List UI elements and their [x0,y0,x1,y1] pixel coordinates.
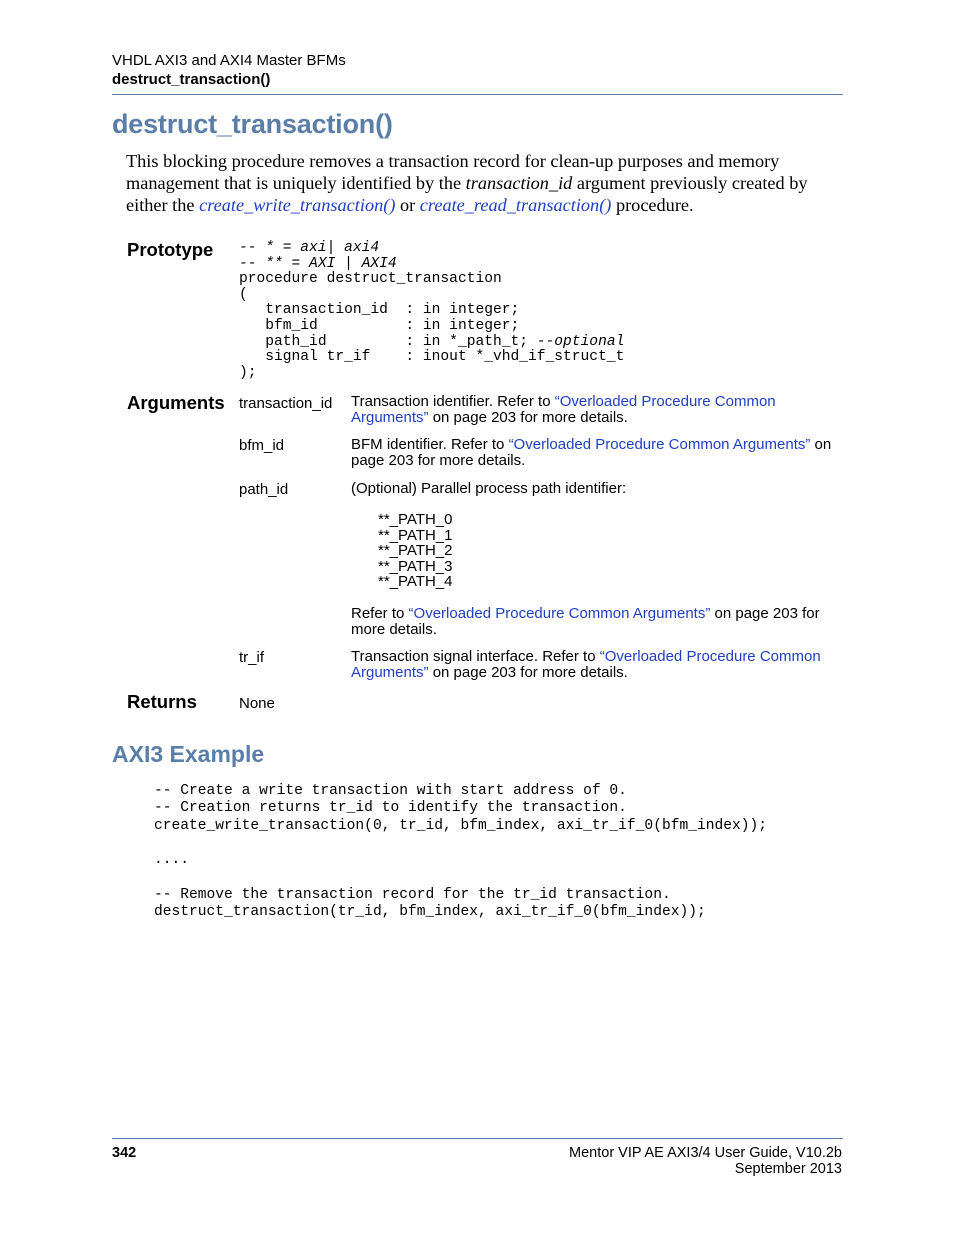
footer-date: September 2013 [734,1161,842,1177]
arg-name-tr-if: tr_if [239,649,265,666]
arg-name-path-id: path_id [239,481,289,498]
intro-paragraph: This blocking procedure removes a transaction record for clean-up purposes and memory management that is uniquely identified by the transaction_id argument previously created by either the create_write_transaction() or create_read_transaction() procedure. [126,151,808,215]
returns-label: Returns [127,691,197,712]
running-header-section: VHDL AXI3 and AXI4 Master BFMs [112,52,346,69]
list-item: **_PATH_3 [378,557,453,575]
list-item: **_PATH_1 [378,526,453,544]
arg-ref-path-id: Refer to “Overloaded Procedure Common Arguments” on page 203 for more details. [351,605,820,638]
overloaded-args-link[interactable]: “Overloaded Procedure Common Arguments” [351,393,776,426]
page-title: destruct_transaction() [112,109,393,139]
create-write-transaction-link[interactable]: create_write_transaction() [199,195,396,215]
footer-guide-title: Mentor VIP AE AXI3/4 User Guide, V10.2b [569,1145,842,1161]
returns-value: None [239,695,275,712]
overloaded-args-link[interactable]: “Overloaded Procedure Common Arguments” [408,605,711,622]
arg-name-bfm-id: bfm_id [239,437,285,454]
path-list [378,512,452,590]
prototype-code: -- * = axi| axi4 -- ** = AXI | AXI4 procedure destruct_transaction ( transaction_id : in integer; bfm_id : in integer; path_id : in *_path_t; --optional signal tr_if : inout *_vhd_if_struct_t ); [239,240,625,381]
arg-desc-tr-if: Transaction signal interface. Refer to “Overloaded Procedure Common Arguments” on page 203 for more details. [351,648,821,681]
arg-name-transaction-id: transaction_id [239,395,333,412]
list-item: **_PATH_2 [378,542,453,560]
example-heading: AXI3 Example [112,741,265,767]
page-number: 342 [112,1145,137,1161]
overloaded-args-link[interactable]: “Overloaded Procedure Common Arguments” [508,436,811,453]
arg-desc-transaction-id: Transaction identifier. Refer to “Overloaded Procedure Common Arguments” on page 203 for more details. [351,393,776,426]
header-rule [112,94,843,95]
create-read-transaction-link[interactable]: create_read_transaction() [419,195,612,215]
intro-arg-name: transaction_id [465,173,573,193]
footer-rule [112,1138,843,1139]
arg-desc-path-id: (Optional) Parallel process path identifier: [351,480,627,497]
overloaded-args-link[interactable]: “Overloaded Procedure Common Arguments” [351,648,821,681]
list-item: **_PATH_4 [378,573,453,591]
prototype-label: Prototype [127,239,214,260]
list-item: **_PATH_0 [378,511,453,528]
arg-desc-bfm-id: BFM identifier. Refer to “Overloaded Procedure Common Arguments” on page 203 for more details. [351,436,832,469]
arguments-label: Arguments [127,392,225,413]
running-header-topic: destruct_transaction() [112,71,271,88]
example-code: -- Create a write transaction with start address of 0. -- Creation returns tr_id to identify the transaction. create_write_transaction(0, tr_id, bfm_index, axi_tr_if_0(bfm_index)); .... -- Remove the transaction record for the tr_id transaction. destruct_transaction(tr_id, bfm_index, axi_tr_if_0(bfm_index)); [154,783,768,921]
